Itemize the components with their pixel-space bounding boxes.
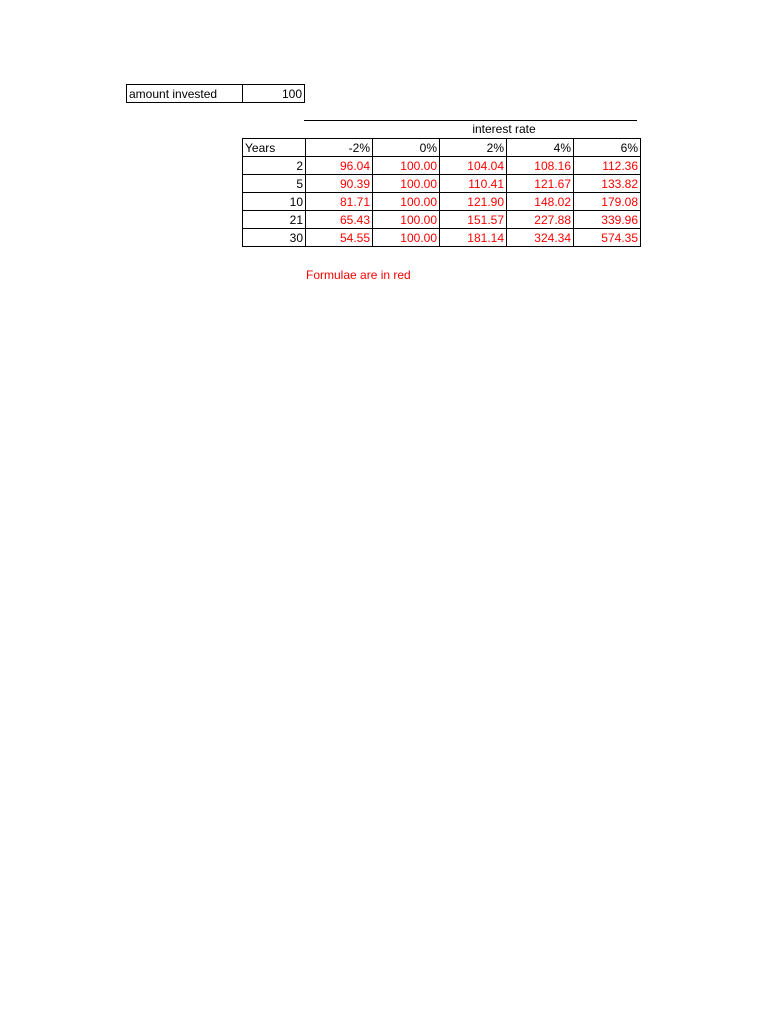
value-cell[interactable]: 324.34 xyxy=(506,228,574,247)
amount-invested-label[interactable]: amount invested xyxy=(126,84,243,103)
value-cell[interactable]: 54.55 xyxy=(305,228,373,247)
amount-invested-value[interactable]: 100 xyxy=(242,84,305,103)
years-cell[interactable]: 10 xyxy=(242,192,306,211)
value-cell[interactable]: 100.00 xyxy=(372,228,440,247)
formula-note: Formulae are in red xyxy=(306,268,411,282)
value-cell[interactable]: 65.43 xyxy=(305,210,373,229)
rate-header-cell[interactable]: 2% xyxy=(439,138,507,157)
value-cell[interactable]: 100.00 xyxy=(372,156,440,175)
years-cell[interactable]: 2 xyxy=(242,156,306,175)
years-cell[interactable]: 21 xyxy=(242,210,306,229)
value-cell[interactable]: 179.08 xyxy=(573,192,641,211)
value-cell[interactable]: 104.04 xyxy=(439,156,507,175)
rate-header-cell[interactable]: -2% xyxy=(305,138,373,157)
rate-header-cell[interactable]: 4% xyxy=(506,138,574,157)
value-cell[interactable]: 108.16 xyxy=(506,156,574,175)
value-cell[interactable]: 148.02 xyxy=(506,192,574,211)
years-header[interactable]: Years xyxy=(242,138,306,157)
value-cell[interactable]: 227.88 xyxy=(506,210,574,229)
rate-header-cell[interactable]: 0% xyxy=(372,138,440,157)
value-cell[interactable]: 181.14 xyxy=(439,228,507,247)
value-cell[interactable]: 90.39 xyxy=(305,174,373,193)
years-cell[interactable]: 30 xyxy=(242,228,306,247)
value-cell[interactable]: 339.96 xyxy=(573,210,641,229)
value-cell[interactable]: 574.35 xyxy=(573,228,641,247)
years-cell[interactable]: 5 xyxy=(242,174,306,193)
interest-rate-header[interactable]: interest rate xyxy=(472,122,536,136)
rate-header-cell[interactable]: 6% xyxy=(573,138,641,157)
value-cell[interactable]: 121.90 xyxy=(439,192,507,211)
value-cell[interactable]: 112.36 xyxy=(573,156,641,175)
value-cell[interactable]: 100.00 xyxy=(372,210,440,229)
value-cell[interactable]: 100.00 xyxy=(372,192,440,211)
value-cell[interactable]: 133.82 xyxy=(573,174,641,193)
value-cell[interactable]: 96.04 xyxy=(305,156,373,175)
value-cell[interactable]: 100.00 xyxy=(372,174,440,193)
value-cell[interactable]: 110.41 xyxy=(439,174,507,193)
value-cell[interactable]: 121.67 xyxy=(506,174,574,193)
value-cell[interactable]: 81.71 xyxy=(305,192,373,211)
value-cell[interactable]: 151.57 xyxy=(439,210,507,229)
